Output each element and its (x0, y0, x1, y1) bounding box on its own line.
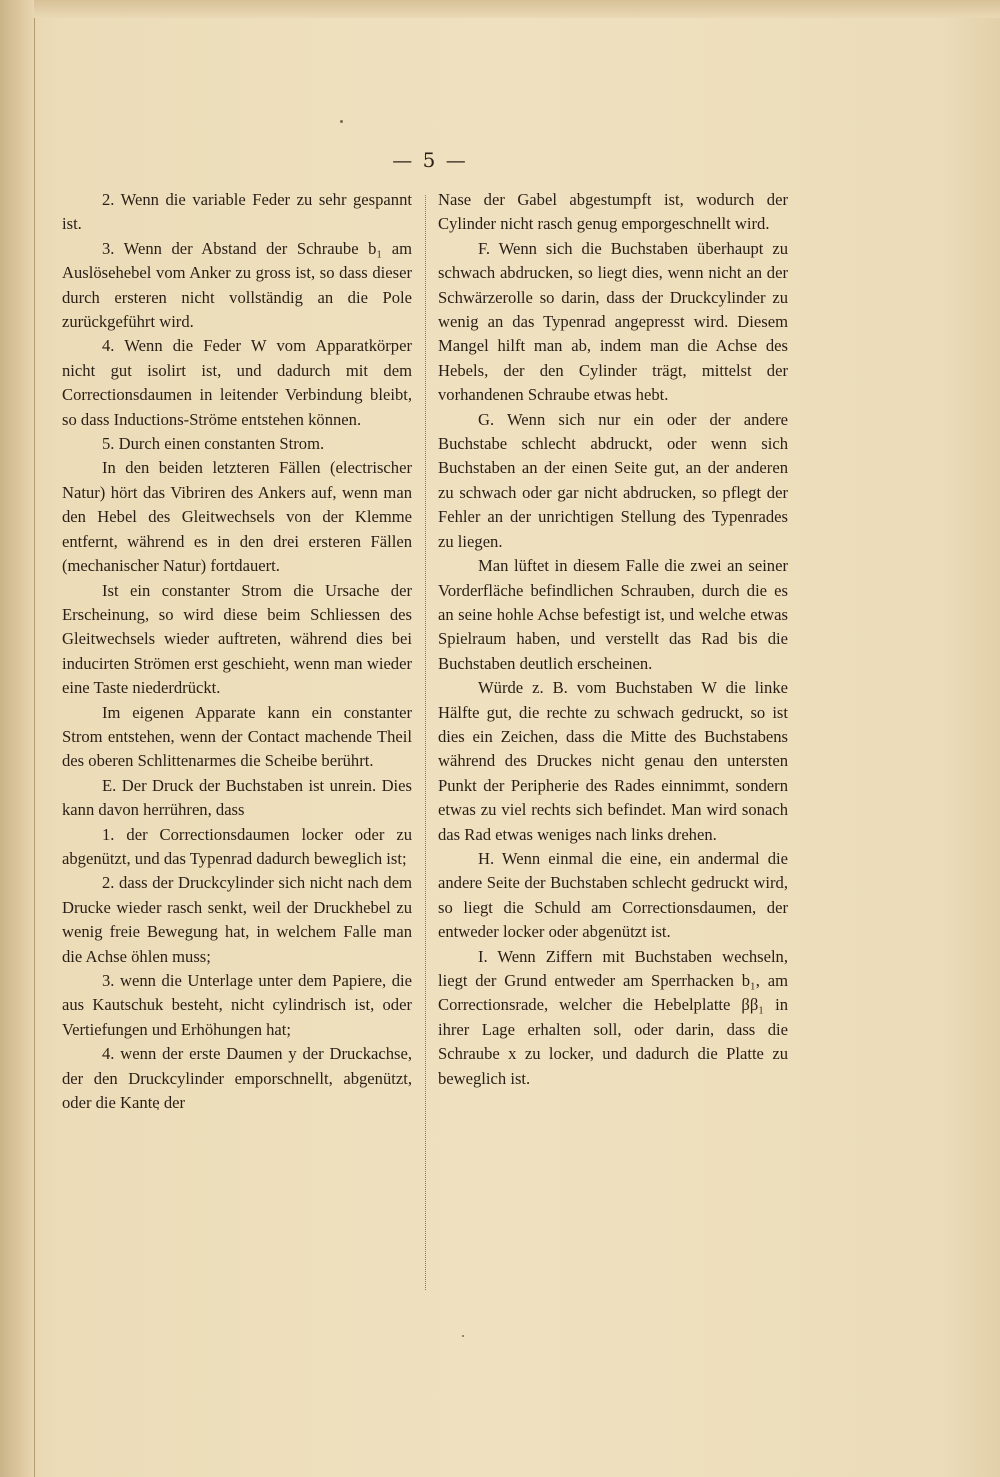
right-text-column (438, 188, 788, 1091)
left-text-column (62, 188, 412, 1115)
paragraph: In den beiden letzteren Fällen (electrischer Natur) hört das Vibriren des Ankers auf, wenn man den Hebel des Gleitwechsels von der Klemme entfernt, während es in den drei ersteren Fällen (mechanischer Natur) fortdauert. (62, 458, 412, 576)
paper-speck (462, 1335, 464, 1337)
page-top-edge (34, 0, 1000, 18)
paragraph: 2. dass der Druckcylinder sich nicht nach dem Drucke wieder rasch senkt, weil der Druckhebel zu wenig freie Bewegung hat, in welchem Falle man die Achse öhlen muss; (62, 873, 412, 966)
paragraph-continuation: Nase der Gabel abgestumpft ist, wodurch der Cylinder nicht rasch genug emporgeschnellt wird. (438, 190, 788, 234)
paragraph: 1. der Correctionsdaumen locker oder zu abgenützt, und das Typenrad dadurch beweglich ist; (62, 824, 412, 868)
page-binding-edge (0, 0, 35, 1477)
paragraph: F. Wenn sich die Buchstaben überhaupt zu schwach abdrucken, so liegt dies, wenn nicht an der Schwärzerolle so darin, dass der Druckcylinder zu wenig an das Typenrad angepresst wird. Diesem Mangel hilft man ab, indem man die Achse des Hebels, der den Cylinder trägt, mittelst der vorhandenen Schraube etwas hebt. (438, 238, 788, 405)
paragraph: 5. Durch einen constanten Strom. (102, 434, 325, 454)
paragraph: G. Wenn sich nur ein oder der andere Buchstabe schlecht abdruckt, oder wenn sich Buchstaben an der einen Seite gut, an der anderen zu schwach oder gar nicht abdrucken, so pflegt der Fehler an der unrichtigen Stellung des Typenrades zu liegen. (438, 409, 788, 551)
column-divider (425, 195, 426, 1290)
paragraph: 4. Wenn die Feder W vom Apparatkörper nicht gut isolirt ist, und dadurch mit dem Correctionsdaumen in leitender Verbindung bleibt, so dass Inductions-Ströme entstehen können. (62, 336, 412, 429)
paragraph: 3. Wenn der Abstand der Schraube b₁ am Auslösehebel vom Anker zu gross ist, so dass dieser durch ersteren nicht vollständig an die Pole zurückgeführt wird. (62, 238, 412, 332)
paragraph: H. Wenn einmal die eine, ein andermal die andere Seite der Buchstaben schlecht gedruckt wird, so liegt die Schuld am Correctionsdaumen, der entweder locker oder abgenützt ist. (438, 848, 788, 942)
paragraph: Man lüftet in diesem Falle die zwei an seiner Vorderfläche befindlichen Schrauben, durch die es an seine hohle Achse befestigt ist, und welche etwas Spielraum haben, und verstellt das Rad bis die Buchstaben deutlich erscheinen. (438, 556, 788, 673)
paragraph: 3. wenn die Unterlage unter dem Papiere, die aus Kautschuk besteht, nicht cylindrisch ist, oder Vertiefungen und Erhöhungen hat; (62, 971, 412, 1039)
paragraph: I. Wenn Ziffern mit Buchstaben wechseln, liegt der Grund entweder am Sperrhacken b₁, am Correctionsrade, welcher die Hebelplatte ββ₁ in ihrer Lage erhalten soll, oder darin, dass die Schraube x zu locker, und dadurch die Platte zu beweglich ist. (438, 946, 788, 1088)
paragraph: Würde z. B. vom Buchstaben W die linke Hälfte gut, die rechte zu schwach gedruckt, so ist dies ein Zeichen, dass die Mitte des Buchstabens während des Druckes nicht genau den untersten Punkt der Peripherie des Rades einnimmt, sondern etwas zu viel rechts sich befindet. Man wird sonach das Rad etwas weniges nach links drehen. (438, 678, 788, 844)
paragraph: 2. Wenn die variable Feder zu sehr gespannt ist. (62, 190, 412, 234)
paragraph: 4. wenn der erste Daumen y der Druckachse, der den Druckcylinder emporschnellt, abgenützt, oder die Kante der (62, 1044, 412, 1113)
page-number: — 5 — (392, 148, 468, 172)
paragraph: Im eigenen Apparate kann ein constanter Strom entstehen, wenn der Contact machende Theil des oberen Schlittenarmes die Scheibe berührt. (62, 702, 412, 771)
paper-speck (340, 120, 343, 123)
paragraph: Ist ein constanter Strom die Ursache der Erscheinung, so wird diese beim Schliessen des Gleitwechsels wieder auftreten, während dies bei inducirten Strömen erst geschieht, wenn man wieder eine Taste niederdrückt. (62, 580, 412, 698)
paragraph: E. Der Druck der Buchstaben ist unrein. Dies kann davon herrühren, dass (62, 775, 412, 820)
